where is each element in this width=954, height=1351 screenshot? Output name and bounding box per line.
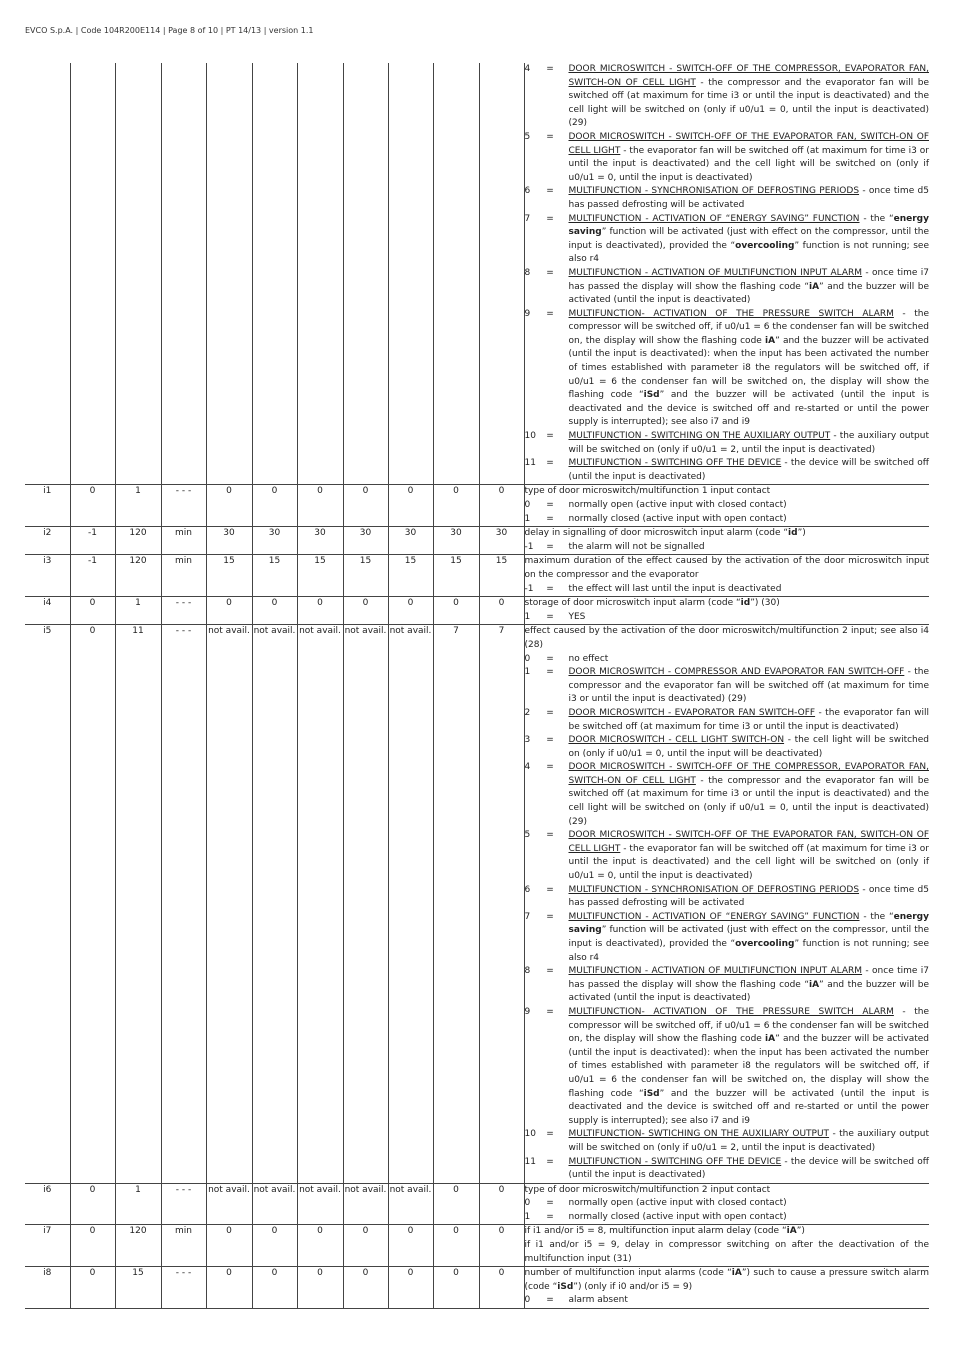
default-4-cell: not avail. (343, 1183, 388, 1225)
default-3-cell: 0 (297, 597, 343, 625)
option-title: MULTIFUNCTION- ACTIVATION OF THE PRESSURE SWITCH ALARM (568, 1006, 894, 1017)
option-description: MULTIFUNCTION - SWITCHING ON THE AUXILIARY OUTPUT - the auxiliary output will be switched on (only if u0/u1 = 2, until the input is deactivated) (568, 431, 929, 455)
param-code-cell: i6 (25, 1183, 70, 1225)
option-title: MULTIFUNCTION - ACTIVATION OF “ENERGY SAVING” FUNCTION (568, 911, 860, 922)
default-3-cell: 0 (297, 485, 343, 527)
description-text: if i1 and/or i5 = 9, delay in compressor switching on after the deactivation of the multifunction input (31) (524, 1240, 929, 1264)
unit-cell: - - - (161, 625, 206, 1183)
max-value-cell: 15 (115, 1267, 161, 1309)
option-item (525, 1294, 930, 1308)
equals-sign: = (540, 762, 554, 773)
option-title: MULTIFUNCTION- SWTICHING ON THE AUXILIARY OUTPUT (568, 1129, 830, 1140)
table-row (25, 527, 929, 555)
default-7-cell: 0 (479, 597, 524, 625)
default-5-cell: 0 (388, 597, 433, 625)
default-7-cell: 0 (479, 1267, 524, 1309)
default-7-cell: 7 (479, 625, 524, 1183)
default-4-cell: 0 (343, 1267, 388, 1309)
equals-sign: = (540, 308, 554, 319)
default-5-cell: not avail. (388, 625, 433, 1183)
default-6-cell: 30 (433, 527, 479, 555)
option-item (525, 734, 930, 761)
equals-sign: = (540, 884, 554, 895)
option-description: DOOR MICROSWITCH - COMPRESSOR AND EVAPORATOR FAN SWITCH-OFF - the compressor and the evaporator fan will be switched off (at maximum for time i3 or until the input is deactivated) (29) (568, 667, 929, 705)
option-value: 9 (524, 1006, 531, 1017)
option-value: 1 (524, 1211, 531, 1222)
parameters-body (25, 63, 929, 1309)
equals-sign: = (540, 1129, 554, 1140)
description-cell (524, 1267, 929, 1309)
equals-sign: = (540, 911, 554, 922)
equals-sign: = (540, 611, 554, 622)
description-text: number of multifunction input alarms (code “iA”) such to cause a pressure switch alarm (code “iSd”) (only if i0 and/or i5 = 9) (524, 1268, 929, 1292)
table-row (25, 63, 929, 485)
default-5-cell: 15 (388, 555, 433, 597)
option-description: MULTIFUNCTION - SYNCHRONISATION OF DEFROSTING PERIODS - once time d5 has passed defrosting will be activated (568, 884, 929, 909)
description-text: delay in signalling of door microswitch input alarm (code “id”) (524, 528, 806, 539)
option-value: -1 (524, 541, 534, 552)
option-value: -1 (524, 583, 534, 594)
option-title: MULTIFUNCTION- ACTIVATION OF THE PRESSURE SWITCH ALARM (568, 308, 894, 319)
param-code-cell: i7 (25, 1225, 70, 1267)
table-row (25, 1267, 929, 1309)
default-1-cell: 0 (206, 485, 252, 527)
table-row (25, 485, 929, 527)
default-2-cell: 0 (252, 597, 297, 625)
option-title: DOOR MICROSWITCH - EVAPORATOR FAN SWITCH-OFF (568, 707, 816, 718)
max-value-cell: 120 (115, 1225, 161, 1267)
option-description: MULTIFUNCTION - SWITCHING OFF THE DEVICE - the device will be switched off (until the input is deactivated) (568, 1156, 929, 1181)
option-item (525, 829, 930, 883)
equals-sign: = (540, 1198, 554, 1209)
option-value: 10 (524, 1129, 536, 1140)
description-text: effect caused by the activation of the door microswitch/multifunction 2 input; see also i4 (28) (524, 626, 929, 650)
equals-sign: = (540, 583, 554, 594)
option-value: 11 (524, 458, 536, 469)
unit-cell (161, 63, 206, 485)
table-row (25, 625, 929, 1183)
option-item (525, 541, 930, 555)
option-item (525, 911, 930, 965)
option-description: MULTIFUNCTION - ACTIVATION OF MULTIFUNCTION INPUT ALARM - once time i7 has passed the display will show the flashing code “iA” and the buzzer will be activated (until the input is deactivated) (568, 966, 929, 1004)
default-5-cell: 0 (388, 485, 433, 527)
option-title: MULTIFUNCTION - ACTIVATION OF “ENERGY SAVING” FUNCTION (568, 213, 860, 224)
default-6-cell: 0 (433, 1183, 479, 1225)
description-cell (524, 63, 929, 485)
option-title: DOOR MICROSWITCH - SWITCH-OFF OF THE COMPRESSOR, EVAPORATOR FAN, SWITCH-ON OF CELL LIGHT (568, 64, 929, 88)
min-value-cell: 0 (70, 625, 115, 1183)
option-description: DOOR MICROSWITCH - SWITCH-OFF OF THE COMPRESSOR, EVAPORATOR FAN, SWITCH-ON OF CELL LIGHT - the compressor and the evaporator fan will be switched off (at maximum for time i3 or until the input is deactivated) and the cell light will be switched on (only if u0/u1 = 0, until the input is deactivated) (29) (568, 64, 929, 129)
max-value-cell (115, 63, 161, 485)
default-5-cell: 0 (388, 1225, 433, 1267)
option-title: DOOR MICROSWITCH - SWITCH-OFF OF THE EVAPORATOR FAN, SWITCH-ON OF CELL LIGHT (568, 131, 929, 156)
default-7-cell: 0 (479, 485, 524, 527)
option-value: 10 (524, 431, 536, 442)
option-value: 1 (524, 611, 531, 622)
option-description: the effect will last until the input is deactivated (568, 583, 782, 594)
default-6-cell: 0 (433, 1267, 479, 1309)
table-row (25, 1225, 929, 1267)
default-7-cell: 0 (479, 1183, 524, 1225)
default-7-cell: 0 (479, 1225, 524, 1267)
description-cell (524, 485, 929, 527)
default-2-cell: 0 (252, 1225, 297, 1267)
option-description: YES (568, 611, 586, 622)
default-1-cell: 30 (206, 527, 252, 555)
equals-sign: = (540, 131, 554, 142)
default-3-cell: 15 (297, 555, 343, 597)
default-2-cell: not avail. (252, 625, 297, 1183)
option-item (525, 430, 930, 457)
default-6-cell (433, 63, 479, 485)
option-description: MULTIFUNCTION- ACTIVATION OF THE PRESSURE SWITCH ALARM - the compressor will be switched off, if u0/u1 = 6 the condenser fan will be switched on, the display will show the flashing code iA” and the buzzer will be activated (until the input is deactivated): when the input has been activated the number of times established with parameter i8 the regulators will be switched off, if u0/u1 = 6 the condenser fan will be switched on, the display will show the flashing code “iSd” and the buzzer will be activated (until the input is deactivated and the device is switched off and re-started or until the power supply is interrupted); see also i7 and i9 (568, 1006, 930, 1126)
param-code-cell: i8 (25, 1267, 70, 1309)
option-item (525, 63, 930, 131)
equals-sign: = (540, 735, 554, 746)
default-7-cell: 30 (479, 527, 524, 555)
option-value: 0 (524, 1198, 531, 1209)
option-value: 6 (524, 884, 531, 895)
equals-sign: = (540, 64, 554, 74)
option-description: MULTIFUNCTION- ACTIVATION OF THE PRESSURE SWITCH ALARM - the compressor will be switched off, if u0/u1 = 6 the condenser fan will be switched on, the display will show the flashing code iA” and the buzzer will be activated (until the input is deactivated): when the input has been activated the number of times established with parameter i8 the regulators will be switched off, if u0/u1 = 6 the condenser fan will be switched on, the display will show the flashing code “iSd” and the buzzer will be activated (until the input is deactivated and the device is switched off and re-started or until the power supply is interrupted); see also i7 and i9 (568, 308, 930, 428)
equals-sign: = (540, 1295, 554, 1306)
option-description: MULTIFUNCTION- SWTICHING ON THE AUXILIARY OUTPUT - the auxiliary output will be switched on (only if u0/u1 = 2, until the input is deactivated) (568, 1129, 929, 1153)
default-2-cell: 0 (252, 1267, 297, 1309)
option-item (525, 457, 930, 484)
equals-sign: = (540, 458, 554, 469)
option-value: 8 (524, 966, 531, 977)
option-item (525, 884, 930, 911)
default-4-cell: 15 (343, 555, 388, 597)
min-value-cell (70, 63, 115, 485)
option-item (525, 1197, 930, 1211)
max-value-cell: 120 (115, 555, 161, 597)
param-code-cell: i1 (25, 485, 70, 527)
max-value-cell: 1 (115, 485, 161, 527)
option-item (525, 583, 930, 597)
equals-sign: = (540, 667, 554, 678)
param-code-cell: i4 (25, 597, 70, 625)
option-item (525, 213, 930, 267)
default-4-cell: 30 (343, 527, 388, 555)
option-title: DOOR MICROSWITCH - COMPRESSOR AND EVAPORATOR FAN SWITCH-OFF (568, 667, 905, 678)
description-cell (524, 1183, 929, 1225)
equals-sign: = (540, 500, 554, 510)
default-1-cell: not avail. (206, 625, 252, 1183)
min-value-cell: -1 (70, 555, 115, 597)
option-item (525, 513, 930, 527)
option-title: MULTIFUNCTION - SWITCHING OFF THE DEVICE (568, 458, 782, 469)
option-value: 2 (524, 707, 531, 718)
unit-cell: - - - (161, 1183, 206, 1225)
default-5-cell (388, 63, 433, 485)
option-description: normally closed (active input with open contact) (568, 513, 787, 524)
equals-sign: = (540, 1156, 554, 1167)
option-description: MULTIFUNCTION - ACTIVATION OF “ENERGY SAVING” FUNCTION - the “energy saving” function will be activated (just with effect on the compressor, until the input is deactivated), provided the “overcooling” function is not running; see also r4 (568, 911, 929, 963)
option-item (525, 1006, 930, 1128)
description-text: storage of door microswitch input alarm (code “id”) (30) (524, 598, 780, 609)
max-value-cell: 1 (115, 1183, 161, 1225)
unit-cell: - - - (161, 597, 206, 625)
default-6-cell: 7 (433, 625, 479, 1183)
option-item (525, 185, 930, 212)
table-row (25, 555, 929, 597)
max-value-cell: 1 (115, 597, 161, 625)
description-cell (524, 625, 929, 1183)
option-value: 0 (524, 500, 531, 510)
option-title: MULTIFUNCTION - ACTIVATION OF MULTIFUNCTION INPUT ALARM (568, 966, 863, 977)
option-value: 0 (524, 653, 531, 664)
default-4-cell: 0 (343, 1225, 388, 1267)
min-value-cell: 0 (70, 1183, 115, 1225)
default-5-cell: not avail. (388, 1183, 433, 1225)
option-value: 5 (524, 830, 531, 841)
default-1-cell: 0 (206, 597, 252, 625)
equals-sign: = (540, 653, 554, 664)
default-5-cell: 30 (388, 527, 433, 555)
parameters-table (25, 63, 929, 1309)
option-item (525, 1128, 930, 1155)
default-3-cell: 0 (297, 1267, 343, 1309)
default-2-cell: 0 (252, 485, 297, 527)
max-value-cell: 120 (115, 527, 161, 555)
description-text: type of door microswitch/multifunction 1 input contact (524, 486, 771, 497)
description-cell (524, 527, 929, 555)
equals-sign: = (540, 541, 554, 552)
option-description: MULTIFUNCTION - SYNCHRONISATION OF DEFROSTING PERIODS - once time d5 has passed defrosting will be activated (568, 186, 929, 210)
option-item (525, 267, 930, 308)
option-value: 5 (524, 131, 531, 142)
option-title: DOOR MICROSWITCH - SWITCH-OFF OF THE COMPRESSOR, EVAPORATOR FAN, SWITCH-ON OF CELL LIGHT (568, 762, 929, 786)
equals-sign: = (540, 186, 554, 197)
default-6-cell: 15 (433, 555, 479, 597)
unit-cell: - - - (161, 1267, 206, 1309)
option-title: DOOR MICROSWITCH - CELL LIGHT SWITCH-ON (568, 735, 785, 746)
option-description: MULTIFUNCTION - SWITCHING OFF THE DEVICE - the device will be switched off (until the input is deactivated) (568, 458, 929, 482)
option-value: 4 (524, 762, 531, 773)
default-6-cell: 0 (433, 1225, 479, 1267)
default-2-cell: 15 (252, 555, 297, 597)
option-title: MULTIFUNCTION - SWITCHING ON THE AUXILIARY OUTPUT (568, 431, 831, 442)
table-row (25, 1183, 929, 1225)
default-6-cell: 0 (433, 485, 479, 527)
option-item (525, 131, 930, 185)
default-1-cell: not avail. (206, 1183, 252, 1225)
option-description: normally open (active input with closed contact) (568, 500, 787, 510)
option-item (525, 965, 930, 1006)
option-value: 3 (524, 735, 531, 746)
unit-cell: min (161, 555, 206, 597)
equals-sign: = (540, 267, 554, 278)
option-item (525, 1211, 930, 1225)
option-value: 11 (524, 1156, 536, 1167)
description-text: if i1 and/or i5 = 8, multifunction input alarm delay (code “iA”) (524, 1226, 805, 1237)
option-value: 4 (524, 64, 531, 74)
default-5-cell: 0 (388, 1267, 433, 1309)
unit-cell: - - - (161, 485, 206, 527)
option-description: DOOR MICROSWITCH - CELL LIGHT SWITCH-ON - the cell light will be switched on (only if u0/u1 = 0, until the input will be deactivated) (568, 735, 929, 759)
option-value: 1 (524, 513, 531, 524)
option-item (525, 653, 930, 667)
option-description: no effect (568, 653, 609, 664)
option-title: DOOR MICROSWITCH - SWITCH-OFF OF THE EVAPORATOR FAN, SWITCH-ON OF CELL LIGHT (568, 830, 929, 854)
default-2-cell: 30 (252, 527, 297, 555)
option-description: MULTIFUNCTION - ACTIVATION OF “ENERGY SAVING” FUNCTION - the “energy saving” function will be activated (just with effect on the compressor, until the input is deactivated), provided the “overcooling” function is not running; see also r4 (568, 213, 929, 265)
default-1-cell (206, 63, 252, 485)
equals-sign: = (540, 966, 554, 977)
option-value: 6 (524, 186, 531, 197)
description-text: type of door microswitch/multifunction 2 input contact (524, 1184, 771, 1195)
option-item (525, 666, 930, 707)
description-cell (524, 597, 929, 625)
table-row (25, 597, 929, 625)
option-title: MULTIFUNCTION - SWITCHING OFF THE DEVICE (568, 1156, 782, 1167)
param-code-cell: i2 (25, 527, 70, 555)
default-4-cell: 0 (343, 597, 388, 625)
default-7-cell (479, 63, 524, 485)
default-1-cell: 0 (206, 1225, 252, 1267)
option-description: DOOR MICROSWITCH - SWITCH-OFF OF THE COMPRESSOR, EVAPORATOR FAN, SWITCH-ON OF CELL LIGHT - the compressor and the evaporator fan will be switched off (at maximum for time i3 or until the input is deactivated) and the cell light will be switched on (only if u0/u1 = 0, until the input is deactivated) (29) (568, 762, 929, 827)
equals-sign: = (540, 431, 554, 442)
description-cell (524, 555, 929, 597)
option-description: DOOR MICROSWITCH - SWITCH-OFF OF THE EVAPORATOR FAN, SWITCH-ON OF CELL LIGHT - the evaporator fan will be switched off (at maximum for time i3 or until the input is deactivated) and the cell light will be switched on (only if u0/u1 = 0, until the input is deactivated) (568, 131, 929, 183)
min-value-cell: 0 (70, 1267, 115, 1309)
option-item (525, 707, 930, 734)
min-value-cell: 0 (70, 485, 115, 527)
option-value: 0 (524, 1295, 531, 1306)
min-value-cell: 0 (70, 597, 115, 625)
description-text: maximum duration of the effect caused by the activation of the door microswitch input on the compressor and the evaporator (524, 556, 929, 580)
param-code-cell (25, 63, 70, 485)
equals-sign: = (540, 707, 554, 718)
option-value: 8 (524, 267, 531, 278)
option-value: 1 (524, 667, 531, 678)
default-7-cell: 15 (479, 555, 524, 597)
default-3-cell: 30 (297, 527, 343, 555)
option-item (525, 308, 930, 430)
default-4-cell: not avail. (343, 625, 388, 1183)
option-title: MULTIFUNCTION - SYNCHRONISATION OF DEFROSTING PERIODS (568, 884, 860, 895)
option-item (525, 499, 930, 513)
option-description: normally open (active input with closed contact) (568, 1198, 787, 1209)
default-2-cell (252, 63, 297, 485)
default-1-cell: 15 (206, 555, 252, 597)
equals-sign: = (540, 830, 554, 841)
option-value: 9 (524, 308, 531, 319)
unit-cell: min (161, 1225, 206, 1267)
default-6-cell: 0 (433, 597, 479, 625)
default-2-cell: not avail. (252, 1183, 297, 1225)
default-1-cell: 0 (206, 1267, 252, 1309)
option-description: MULTIFUNCTION - ACTIVATION OF MULTIFUNCTION INPUT ALARM - once time i7 has passed the display will show the flashing code “iA” and the buzzer will be activated (until the input is deactivated) (568, 267, 929, 306)
option-description: the alarm will not be signalled (568, 541, 705, 552)
page-header: EVCO S.p.A. | Code 104R200E114 | Page 8 of 10 | PT 14/13 | version 1.1 (25, 26, 314, 35)
equals-sign: = (540, 213, 554, 224)
equals-sign: = (540, 513, 554, 524)
option-title: MULTIFUNCTION - ACTIVATION OF MULTIFUNCTION INPUT ALARM (568, 267, 863, 278)
max-value-cell: 11 (115, 625, 161, 1183)
option-value: 7 (524, 911, 531, 922)
default-4-cell: 0 (343, 485, 388, 527)
option-description: normally closed (active input with open contact) (568, 1211, 787, 1222)
param-code-cell: i3 (25, 555, 70, 597)
option-item (525, 761, 930, 829)
param-code-cell: i5 (25, 625, 70, 1183)
default-3-cell: 0 (297, 1225, 343, 1267)
default-3-cell (297, 63, 343, 485)
equals-sign: = (540, 1006, 554, 1017)
unit-cell: min (161, 527, 206, 555)
option-description: DOOR MICROSWITCH - EVAPORATOR FAN SWITCH-OFF - the evaporator fan will be switched off (at maximum for time i3 or until the input is deactivated) (568, 707, 929, 732)
option-item (525, 1156, 930, 1183)
description-cell (524, 1225, 929, 1267)
option-description: DOOR MICROSWITCH - SWITCH-OFF OF THE EVAPORATOR FAN, SWITCH-ON OF CELL LIGHT - the evaporator fan will be switched off (at maximum for time i3 or until the input is deactivated) and the cell light will be switched on (only if u0/u1 = 0, until the input is deactivated) (568, 830, 929, 882)
option-description: alarm absent (568, 1295, 628, 1306)
option-item (525, 611, 930, 625)
option-title: MULTIFUNCTION - SYNCHRONISATION OF DEFROSTING PERIODS (568, 186, 860, 197)
equals-sign: = (540, 1211, 554, 1222)
default-4-cell (343, 63, 388, 485)
min-value-cell: -1 (70, 527, 115, 555)
min-value-cell: 0 (70, 1225, 115, 1267)
option-value: 7 (524, 213, 531, 224)
default-3-cell: not avail. (297, 1183, 343, 1225)
default-3-cell: not avail. (297, 625, 343, 1183)
